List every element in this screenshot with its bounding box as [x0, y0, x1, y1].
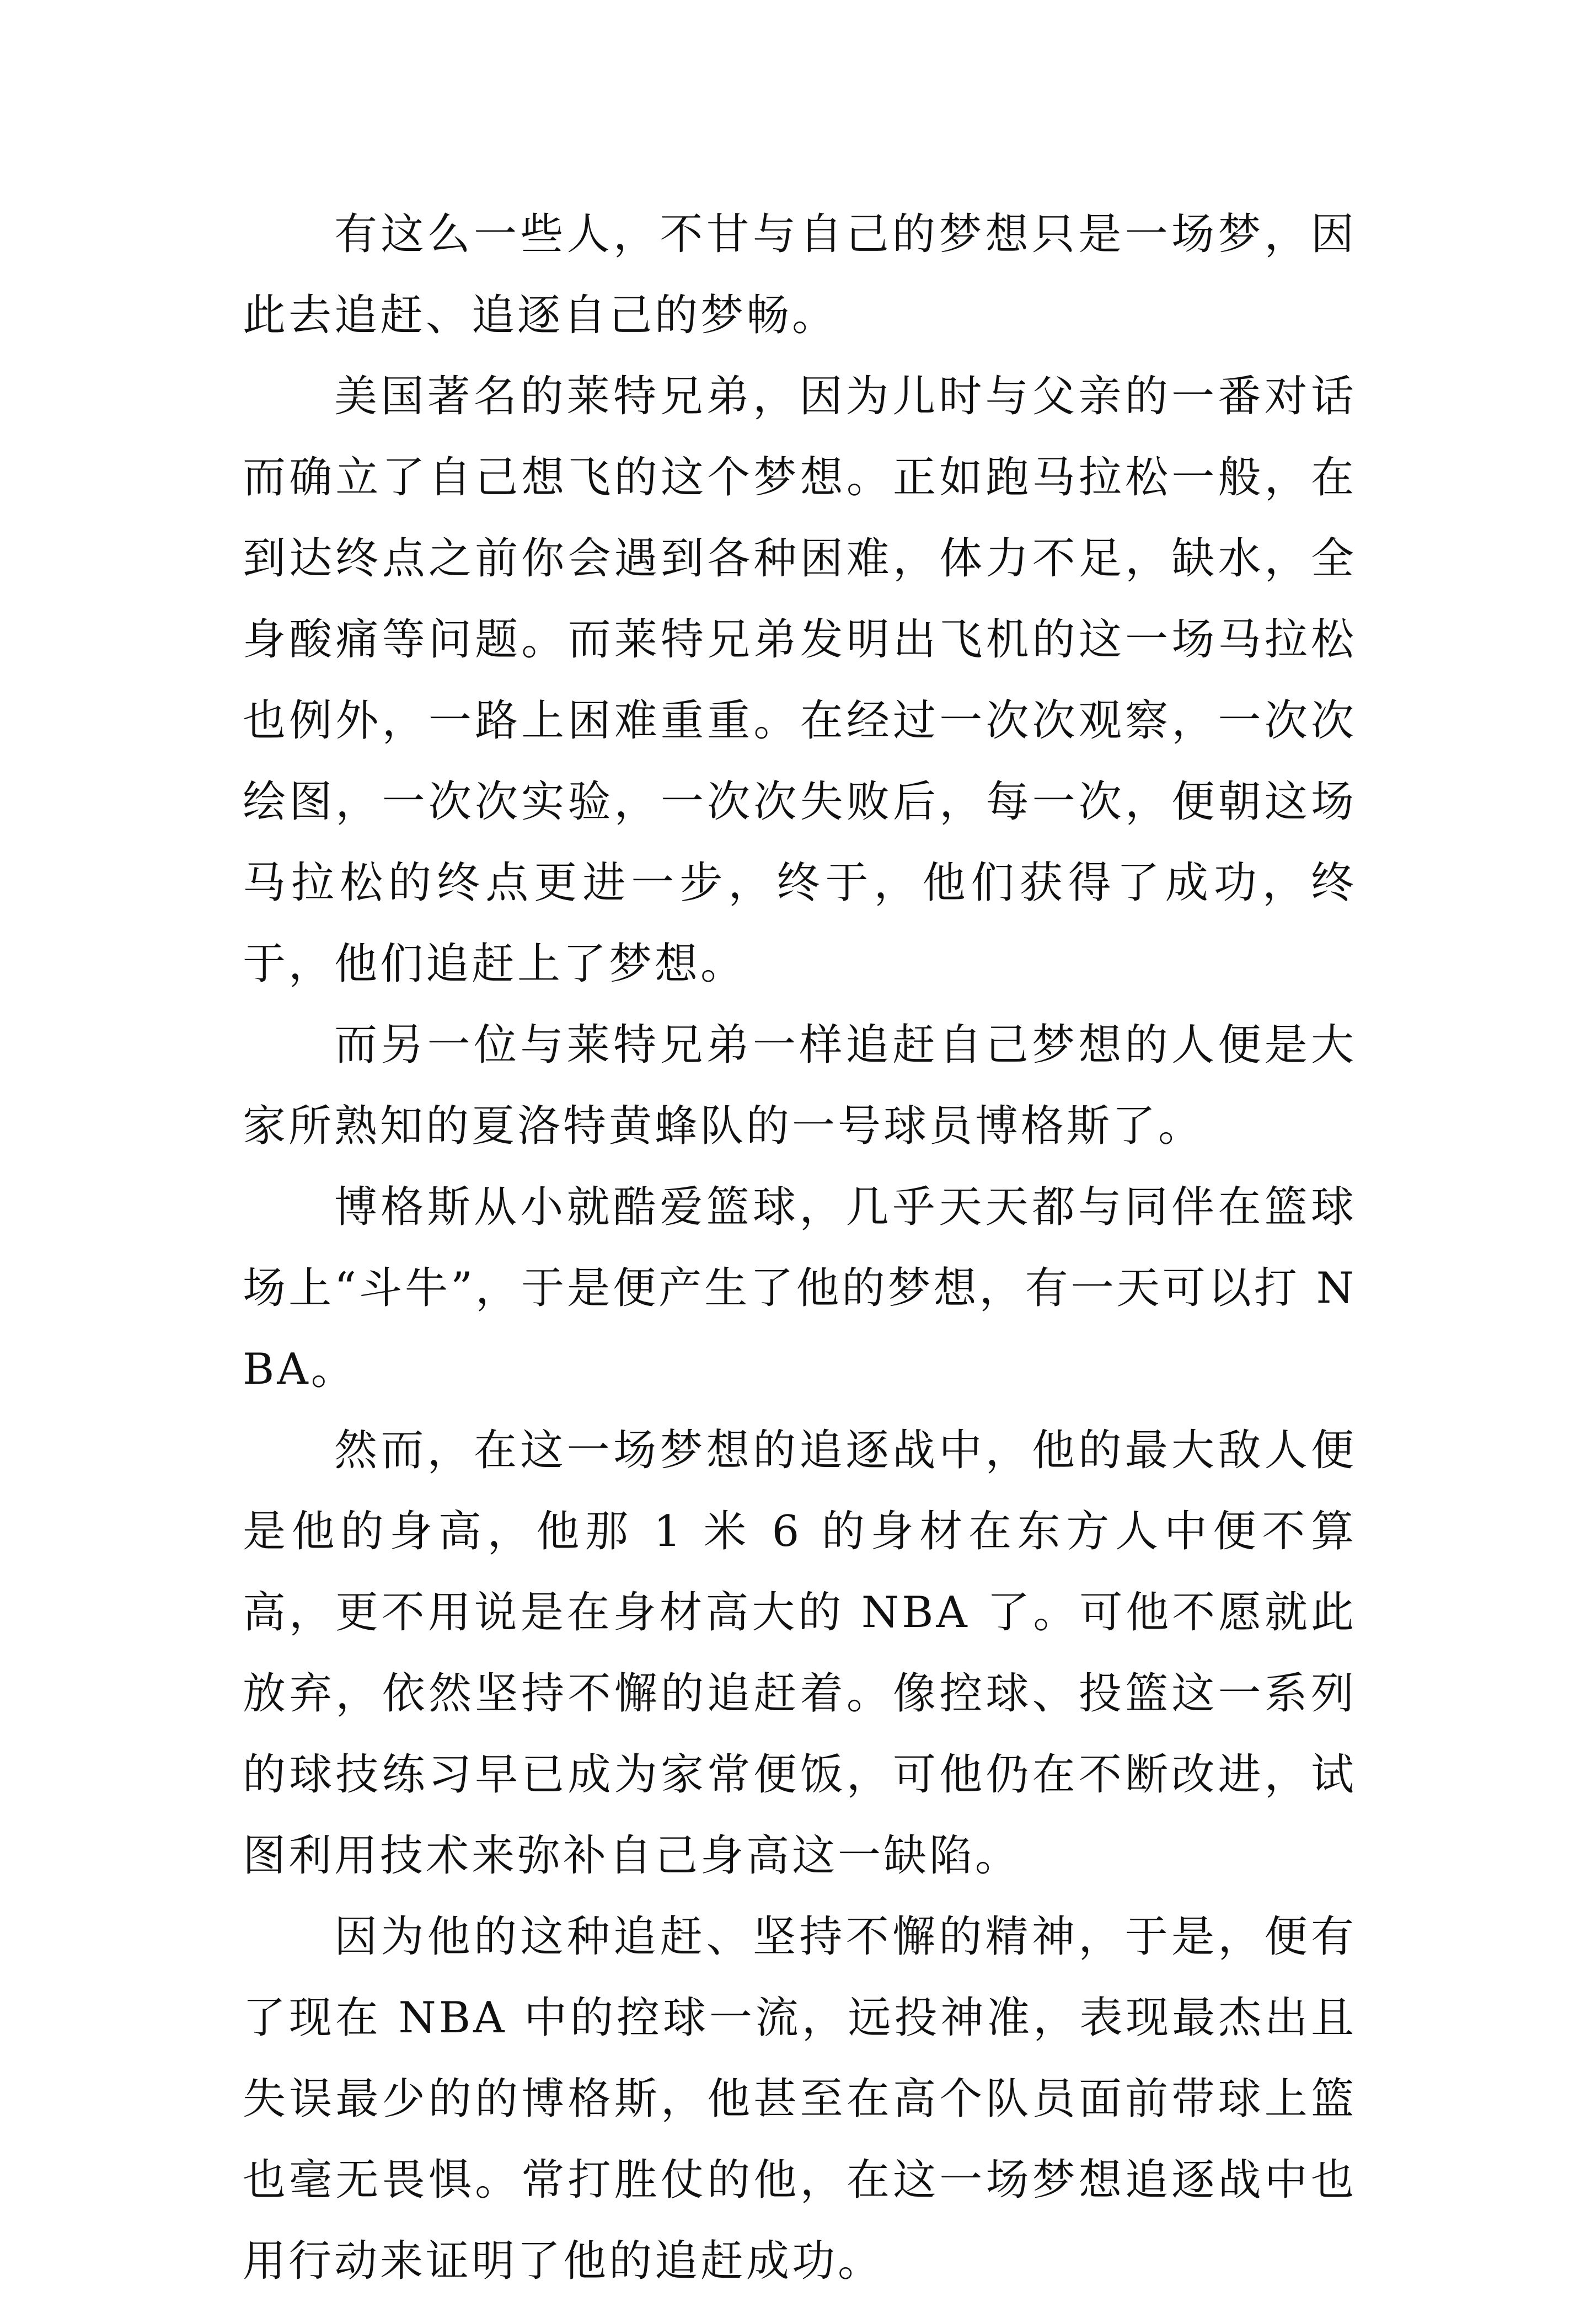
paragraph-5: 然而，在这一场梦想的追逐战中，他的最大敌人便是他的身高，他那 1 米 6 的身材在东方人中便不算高，更不用说是在身材高大的 NBA 了。可他不愿就此放弃，依然坚持不懈的追赶着。像控球、投篮这一系列的球技练习早已成为家常便饭，可他仍在不断改进，试图利用技术来弥补自己身高这一缺陷。 — [243, 1426, 1357, 1881]
essay-body — [243, 194, 1357, 2302]
paragraph-3: 而另一位与莱特兄弟一样追赶自己梦想的人便是大家所熟知的夏洛特黄蜂队的一号球员博格斯了。 — [243, 1020, 1357, 1151]
paragraph-4: 博格斯从小就酷爱篮球，几乎天天都与同伴在篮球场上“斗牛”，于是便产生了他的梦想，有一天可以打 NBA。 — [243, 1182, 1357, 1394]
paragraph-6: 因为他的这种追赶、坚持不懈的精神，于是，便有了现在 NBA 中的控球一流，远投神准，表现最杰出且失误最少的的博格斯，他甚至在高个队员面前带球上篮也毫无畏惧。常打胜仗的他，在这一场梦想追逐战中也用行动来证明了他的追赶成功。 — [243, 1912, 1357, 2286]
paragraph-1: 有这么一些人，不甘与自己的梦想只是一场梦，因此去追赶、追逐自己的梦畅。 — [243, 210, 1357, 340]
paragraph-2: 美国著名的莱特兄弟，因为儿时与父亲的一番对话而确立了自己想飞的这个梦想。正如跑马拉松一般，在到达终点之前你会遇到各种困难，体力不足，缺水，全身酸痛等问题。而莱特兄弟发明出飞机的这一场马拉松也例外，一路上困难重重。在经过一次次观察，一次次绘图，一次次实验，一次次失败后，每一次，便朝这场马拉松的终点更进一步，终于，他们获得了成功，终于，他们追赶上了梦想。 — [243, 372, 1357, 989]
